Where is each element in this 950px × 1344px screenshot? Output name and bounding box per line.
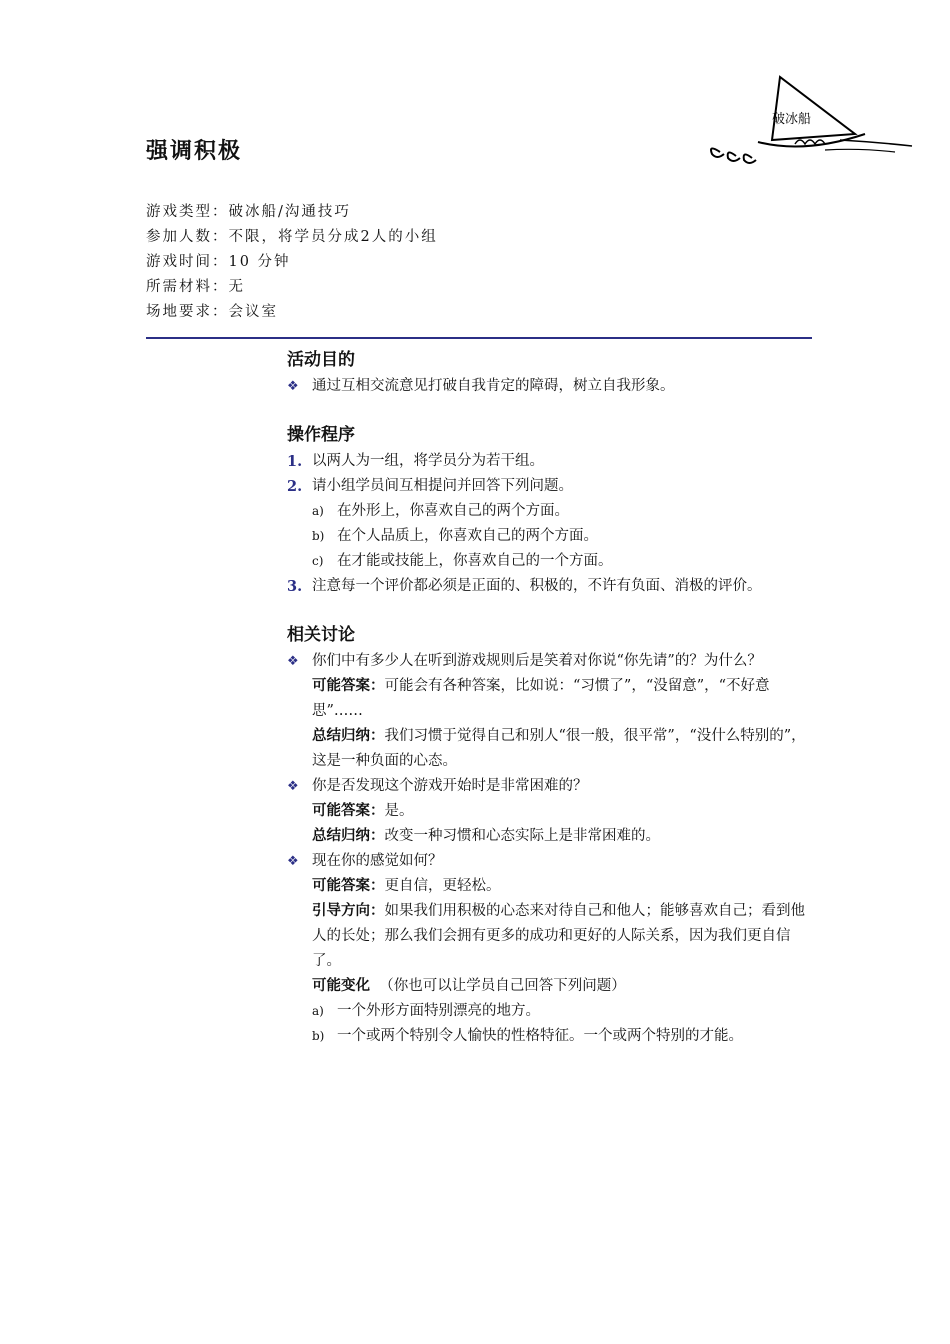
sub-text: 在个人品质上，你喜欢自己的两个方面。 bbox=[337, 528, 598, 544]
list-item bbox=[287, 374, 812, 399]
diamond-bullet-icon: ❖ bbox=[287, 854, 299, 869]
diamond-bullet-icon: ❖ bbox=[287, 779, 299, 794]
meta-label: 游戏类型： bbox=[146, 204, 229, 220]
meta-value: 不限，将学员分成2人的小组 bbox=[228, 229, 438, 245]
meta-label: 游戏时间： bbox=[146, 254, 229, 270]
section-heading: 操作程序 bbox=[287, 425, 355, 445]
answer-label: 可能答案： bbox=[312, 878, 385, 894]
answer-text: 可能会有各种答案，比如说：“习惯了”，“没留意”，“不好意思”…… bbox=[312, 678, 770, 719]
question-text: 你是否发现这个游戏开始时是非常困难的？ bbox=[312, 778, 588, 794]
section-heading: 活动目的 bbox=[287, 350, 355, 370]
meta-row-participants bbox=[146, 225, 438, 250]
sub-text: 一个外形方面特别漂亮的地方。 bbox=[337, 1003, 540, 1019]
meta-row-type bbox=[146, 200, 438, 225]
section-heading: 相关讨论 bbox=[287, 625, 355, 645]
answer-para bbox=[287, 874, 812, 899]
step-item bbox=[287, 474, 812, 499]
question-item bbox=[287, 649, 812, 674]
summary-text: 我们习惯于觉得自己和别人“很一般，很平常”，“没什么特别的”，这是一种负面的心态。 bbox=[312, 728, 806, 769]
meta-value: 破冰船/沟通技巧 bbox=[228, 204, 351, 220]
meta-label: 场地要求： bbox=[146, 304, 229, 320]
question-text: 你们中有多少人在听到游戏规则后是笑着对你说“你先请”的？为什么？ bbox=[312, 653, 762, 669]
step-item bbox=[287, 449, 812, 474]
sub-text: 一个或两个特别令人愉快的性格特征。一个或两个特别的才能。 bbox=[337, 1028, 743, 1044]
guide-label: 引导方向： bbox=[312, 903, 385, 919]
meta-label: 参加人数： bbox=[146, 229, 229, 245]
guide-para bbox=[287, 899, 812, 974]
meta-value: 10 分钟 bbox=[228, 254, 291, 270]
summary-para bbox=[287, 724, 812, 774]
section-objective bbox=[287, 346, 812, 399]
meta-value: 会议室 bbox=[228, 304, 278, 320]
step-number: 1. bbox=[287, 453, 303, 470]
step-text: 请小组学员间互相提问并回答下列问题。 bbox=[312, 478, 573, 494]
main-content bbox=[287, 346, 812, 1071]
item-text: 通过互相交流意见打破自我肯定的障碍，树立自我形象。 bbox=[312, 378, 675, 394]
meta-row-duration bbox=[146, 250, 438, 275]
sub-item bbox=[287, 499, 812, 524]
variation-label: 可能变化 bbox=[312, 978, 370, 994]
guide-text: 如果我们用积极的心态来对待自己和他人；能够喜欢自己；看到他人的长处；那么我们会拥有更多的成功和更好的人际关系，因为我们更自信了。 bbox=[312, 903, 805, 969]
logo-text: 破冰船 bbox=[772, 112, 812, 127]
step-item bbox=[287, 574, 812, 599]
section-procedure bbox=[287, 421, 812, 599]
diamond-bullet-icon: ❖ bbox=[287, 379, 299, 394]
step-text: 以两人为一组，将学员分为若干组。 bbox=[312, 453, 544, 469]
step-number: 2. bbox=[287, 478, 303, 495]
section-discussion bbox=[287, 621, 812, 1049]
step-number: 3. bbox=[287, 578, 303, 595]
summary-label: 总结归纳： bbox=[312, 828, 385, 844]
answer-para bbox=[287, 799, 812, 824]
answer-text: 是。 bbox=[384, 803, 414, 819]
sub-mark: a) bbox=[312, 504, 324, 518]
meta-row-materials bbox=[146, 275, 438, 300]
sub-mark: b) bbox=[312, 529, 325, 543]
sub-item bbox=[287, 1024, 812, 1049]
meta-value: 无 bbox=[228, 279, 245, 295]
answer-para bbox=[287, 674, 812, 724]
answer-text: 更自信，更轻松。 bbox=[384, 878, 501, 894]
meta-row-venue bbox=[146, 300, 438, 325]
diamond-bullet-icon: ❖ bbox=[287, 654, 299, 669]
page-title: 强调积极 bbox=[146, 139, 243, 164]
step-text: 注意每一个评价都必须是正面的、积极的，不许有负面、消极的评价。 bbox=[312, 578, 762, 594]
sub-mark: c) bbox=[312, 554, 324, 568]
meta-label: 所需材料： bbox=[146, 279, 229, 295]
question-item bbox=[287, 849, 812, 874]
game-meta bbox=[146, 200, 438, 325]
summary-label: 总结归纳： bbox=[312, 728, 385, 744]
variation-text: （你也可以让学员自己回答下列问题） bbox=[379, 978, 626, 994]
sub-item bbox=[287, 524, 812, 549]
answer-label: 可能答案： bbox=[312, 678, 385, 694]
summary-text: 改变一种习惯和心态实际上是非常困难的。 bbox=[384, 828, 660, 844]
answer-label: 可能答案： bbox=[312, 803, 385, 819]
section-divider bbox=[146, 337, 812, 339]
question-text: 现在你的感觉如何？ bbox=[312, 853, 443, 869]
sub-text: 在外形上，你喜欢自己的两个方面。 bbox=[337, 503, 569, 519]
sub-item bbox=[287, 999, 812, 1024]
question-item bbox=[287, 774, 812, 799]
sub-mark: a) bbox=[312, 1004, 324, 1018]
variation-para bbox=[287, 974, 812, 999]
sub-text: 在才能或技能上，你喜欢自己的一个方面。 bbox=[337, 553, 613, 569]
sub-item bbox=[287, 549, 812, 574]
summary-para bbox=[287, 824, 812, 849]
sub-mark: b) bbox=[312, 1029, 325, 1043]
